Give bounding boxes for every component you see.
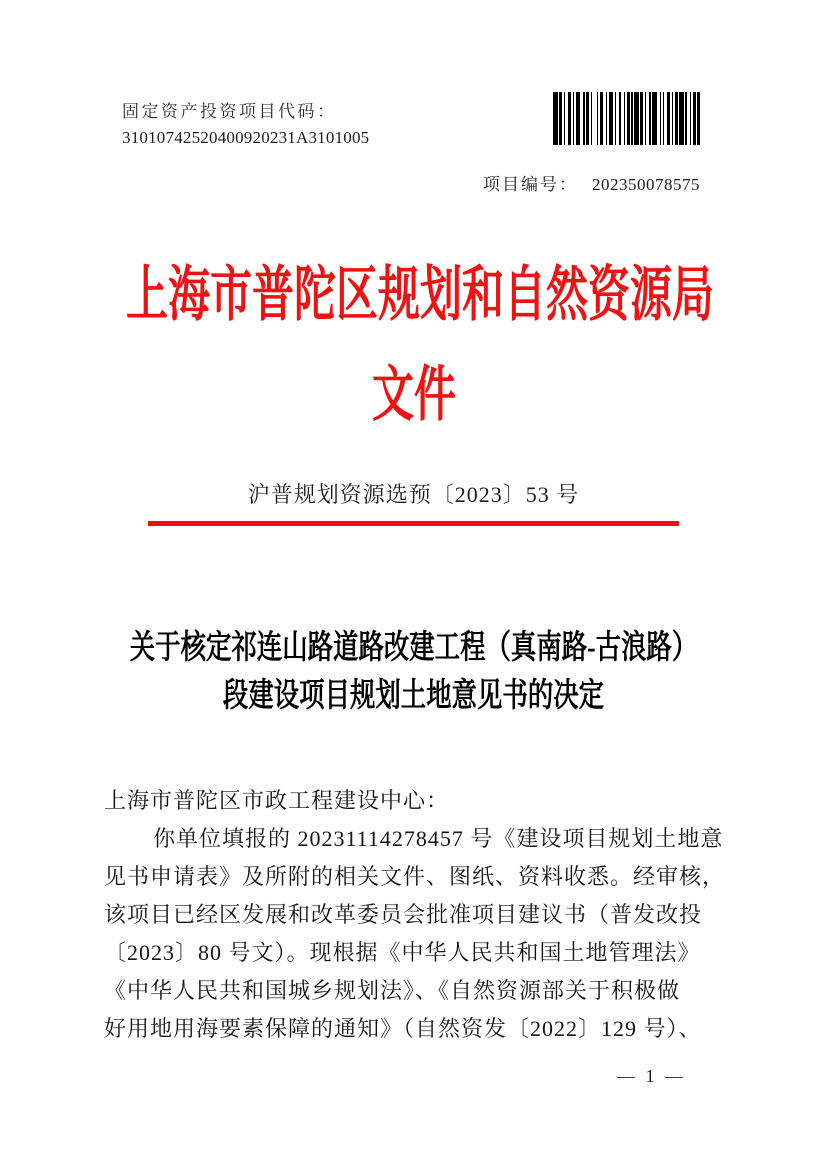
fixed-asset-project-code: [122, 97, 369, 148]
document-title-line1: 关于核定祁连山路道路改建工程（真南路-古浪路）: [129, 630, 698, 666]
org-name: 上海市普陀区规划和自然资源局: [126, 262, 714, 328]
masthead: [0, 260, 827, 430]
doc-type: 文件: [371, 362, 456, 428]
body-paragraph: [104, 820, 744, 1048]
document-title-line2: 段建设项目规划土地意见书的决定: [222, 678, 605, 714]
doc-reference-number: 沪普规划资源选预〔2023〕53 号: [247, 482, 580, 507]
project-number-label: 项目编号：: [483, 175, 578, 194]
body-text-line: 好用地用海要素保障的通知》（自然资发〔2022〕129 号）、: [104, 1016, 702, 1041]
red-divider-rule: [148, 521, 679, 526]
barcode-bar: [697, 92, 700, 145]
body-text-line: 你单位填报的 20231114278457 号《建设项目规划土地意: [153, 826, 724, 851]
project-code-label: 固定资产投资项目代码：: [122, 102, 337, 121]
project-number-value: 202350078575: [592, 175, 700, 194]
body-text-line: 该项目已经区发展和改革委员会批准项目建议书（普发改投: [104, 902, 703, 927]
body-text-line: 《中华人民共和国城乡规划法》、《自然资源部关于积极做: [104, 978, 681, 1003]
page-number: — 1 —: [617, 1066, 683, 1086]
document-body: [104, 782, 744, 1048]
barcode-icon: [553, 92, 700, 145]
body-text-line: 见书申请表》及所附的相关文件、图纸、资料收悉。经审核，: [104, 864, 726, 889]
salutation-line: 上海市普陀区市政工程建设中心：: [104, 788, 450, 813]
document-title: [0, 624, 827, 720]
project-code-value: 31010742520400920231A3101005: [122, 128, 370, 147]
project-number: [483, 170, 700, 195]
body-text-line: 〔2023〕80 号文）。现根据《中华人民共和国土地管理法》: [104, 940, 701, 965]
